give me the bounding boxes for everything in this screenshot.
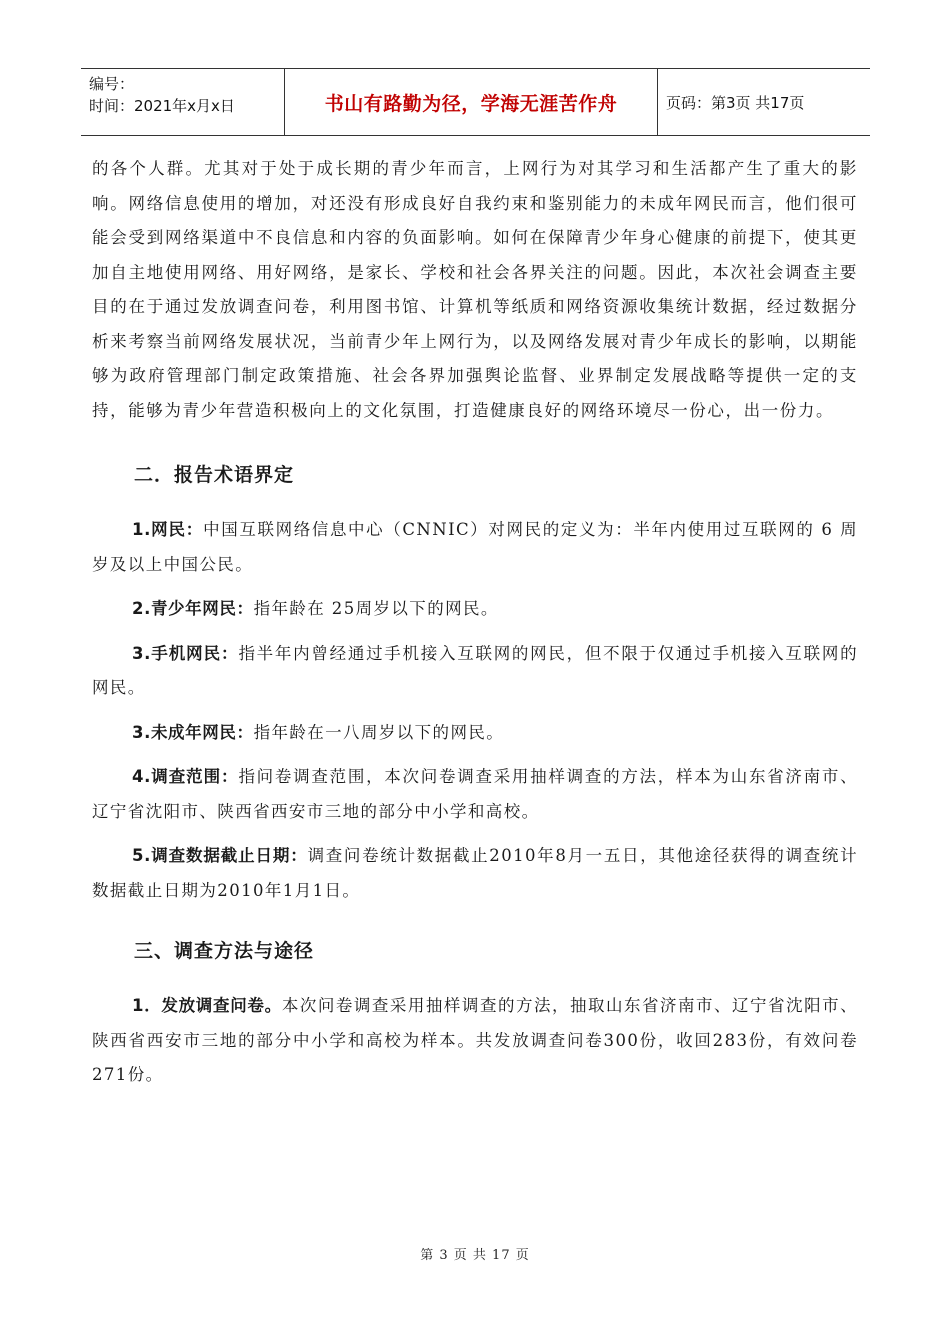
definition-text: 调查问卷统计数据截止2010年8月一五日，其他途径获得的调查统计数据截止日期为2010年1月1日。: [92, 846, 858, 900]
definition-term: 3.手机网民：: [132, 643, 239, 663]
time-label: 时间：2021年x月x日: [89, 97, 235, 115]
page-header: [81, 68, 870, 136]
number-label: 编号：: [89, 75, 135, 93]
definition-item: [92, 760, 858, 829]
intro-paragraph: 的各个人群。尤其对于处于成长期的青少年而言，上网行为对其学习和生活都产生了重大的影响。网络信息使用的增加，对还没有形成良好自我约束和鉴别能力的未成年网民而言，他们很可能会受到网络渠道中不良信息和内容的负面影响。如何在保障青少年身心健康的前提下，使其更加自主地使用网络、用好网络，是家长、学校和社会各界关注的问题。因此，本次社会调查主要目的在于通过发放调查问卷，利用图书馆、计算机等纸质和网络资源收集统计数据，经过数据分析来考察当前网络发展状况，当前青少年上网行为，以及网络发展对青少年成长的影响，以期能够为政府管理部门制定政策措施、社会各界加强舆论监督、业界制定发展战略等提供一定的支持，能够为青少年营造积极向上的文化氛围，打造健康良好的网络环境尽一份心，出一份力。: [92, 159, 858, 420]
definition-text: 指问卷调查范围，本次问卷调查采用抽样调查的方法，样本为山东省济南市、辽宁省沈阳市、陕西省西安市三地的部分中小学和高校。: [92, 767, 859, 821]
header-meta-cell: [81, 69, 284, 135]
definition-term: 5.调查数据截止日期：: [132, 846, 308, 865]
method-term: 1．发放调查问卷。: [132, 996, 282, 1015]
definition-term: 2.青少年网民：: [132, 599, 254, 618]
section-title-methods: 三、调查方法与途径: [134, 940, 315, 962]
document-body: [92, 152, 858, 1093]
definition-text: 中国互联网络信息中心（CNNIC）对网民的定义为：半年内使用过互联网的 6 周岁及以上中国公民。: [92, 520, 859, 574]
definition-text: 指年龄在一八周岁以下的网民。: [253, 722, 505, 742]
method-item: [92, 989, 858, 1093]
section-title-terms: 二．报告术语界定: [134, 464, 295, 486]
definition-text: 指年龄在 25周岁以下的网民。: [253, 599, 499, 618]
definition-term: 3.未成年网民：: [132, 722, 254, 742]
definition-item: [92, 637, 858, 706]
definition-term: 1.网民：: [132, 520, 204, 539]
definition-item: [92, 716, 858, 751]
definition-item: [92, 592, 858, 627]
page-footer: 第 3 页 共 17 页: [420, 1248, 530, 1263]
definition-term: 4.调查范围：: [132, 767, 239, 786]
definition-item: [92, 513, 858, 582]
header-page-code: 页码：第3页 共17页: [666, 93, 805, 112]
definition-item: [92, 839, 858, 908]
definition-text: 指半年内曾经通过手机接入互联网的网民，但不限于仅通过手机接入互联网的网民。: [92, 643, 859, 697]
method-text: 本次问卷调查采用抽样调查的方法，抽取山东省济南市、辽宁省沈阳市、陕西省西安市三地的部分中小学和高校为样本。共发放调查问卷300份，收回283份，有效问卷271份。: [92, 996, 858, 1084]
header-motto: 书山有路勤为径，学海无涯苦作舟: [284, 69, 658, 135]
